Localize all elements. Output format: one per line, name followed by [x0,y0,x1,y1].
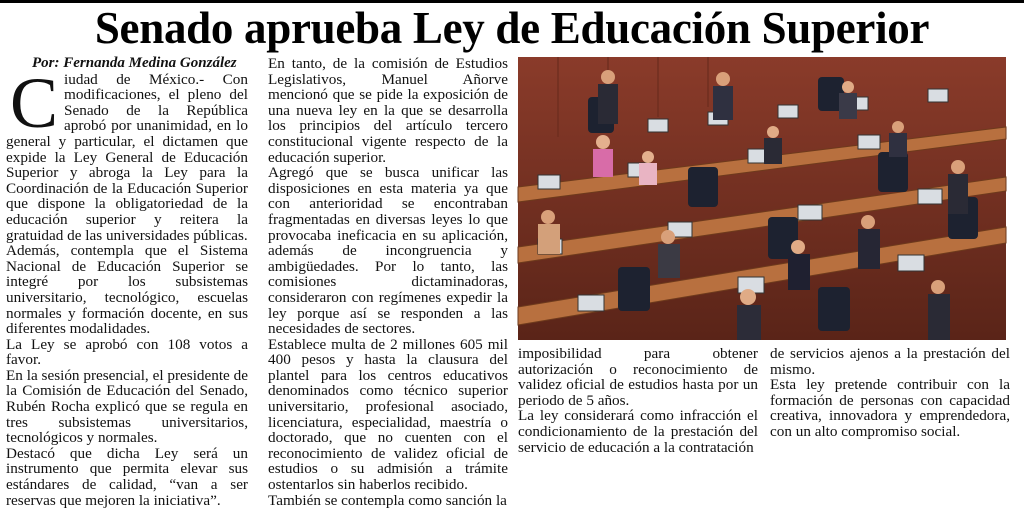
article-column-1 [6,55,248,509]
paragraph: También se contempla como sanción la [268,491,507,509]
lead-text: iudad de México.- Con modificaciones, el pleno del Senado de la República aprobó por unanimidad, en lo general y particular, el dictamen que expide la Ley General de Educación Superior y abroga la Ley para la Coordinación de la Educación Superior que dispone la obligatoriedad de la educación superior y reitera la gratuidad de las universidades públicas. [6,70,248,244]
senate-session-photo [518,57,1006,340]
paragraph: Además, contempla que el Sistema Nacional de Educación Superior se integré por los subsistemas universitario, tecnológico, escuelas normales y formación docente, en sus diferentes modalidades. [6,242,248,338]
paragraph: imposibilidad para obtener autorización o reconocimiento de validez oficial de estudios hasta por un periodo de 5 años. [518,345,758,409]
article-column-4 [770,346,1010,440]
paragraph: Agregó que se busca unificar las disposiciones en esta materia ya que con anterioridad se encontraban fragmentadas en diversas leyes lo que provocaba ineficacia en su aplicación, además de incongruencia y ambigüedades. Por lo tanto, las comisiones dictaminadoras, consideraron con regímenes expedir la ley porque así se responden a las necesidades de sectores. [268,164,508,338]
paragraph: En la sesión presencial, el presidente de la Comisión de Educación del Senado, Rubén Rocha explicó que se regula en tres subsistemas universitarios, tecnológicos y normales. [6,366,248,447]
headline: Senado aprueba Ley de Educación Superior [94,3,930,53]
article-column-2 [268,55,508,509]
photo-illustration [518,57,1006,340]
article-column-3 [518,345,758,456]
paragraph: Establece multa de 2 millones 605 mil 400 pesos y hasta la clausura del plantel para los centros educativos denominados como técnico superior universitario, profesional asociado, licenciatura, especialidad, maestría o doctorado, que no cuenten con el reconocimiento de validez oficial de estudios o su admisión a trámite ostentarlos sin haberlos recibido. [268,335,508,494]
paragraph: Destacó que dicha Ley será un instrumento que permita elevar sus estándares de calidad, “van a ser reservas que mejoren la iniciativa”. [6,444,248,509]
paragraph: La Ley se aprobó con 108 votos a favor. [6,335,248,369]
paragraph: Esta ley pretende contribuir con la formación de personas con capacidad creativa, innovadora y emprendedora, con un alto compromiso social. [770,376,1010,440]
drop-cap: C [10,62,59,143]
paragraph: La ley considerará como infracción el condicionamiento de la prestación del servicio de educación a la contratación [518,407,758,456]
byline: Por: Fernanda Medina González [32,55,237,71]
paragraph: de servicios ajenos a la prestación del mismo. [770,345,1010,378]
paragraph: En tanto, de la comisión de Estudios Legislativos, Manuel Añorve mencionó que se pide la exposición de una nueva ley en la que se desarrolla los principios del artículo tercero constitucional vigente respecto de la educación superior. [268,55,508,166]
